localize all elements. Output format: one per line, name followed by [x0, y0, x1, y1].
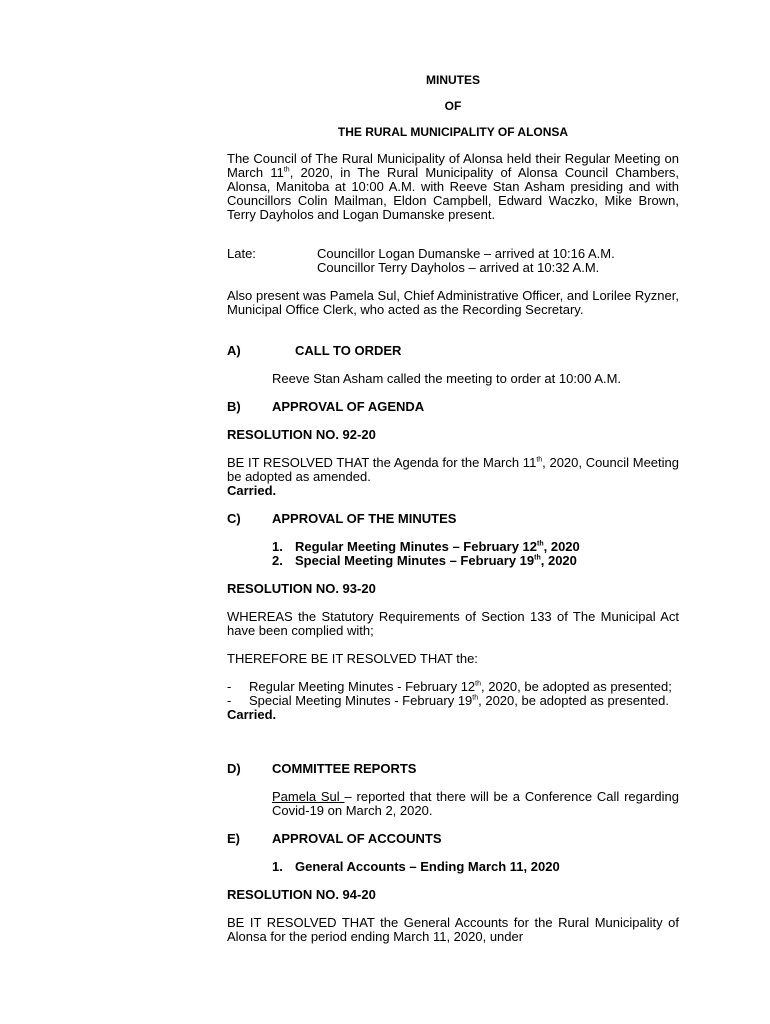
section-b-heading	[227, 400, 679, 414]
section-a-text: Reeve Stan Asham called the meeting to order at 10:00 A.M.	[272, 371, 622, 386]
section-e-heading	[227, 832, 679, 846]
carried-92-20: Carried.	[227, 483, 277, 498]
section-e-title: APPROVAL OF ACCOUNTS	[272, 831, 442, 846]
section-c-letter: C)	[227, 511, 241, 526]
res92-text-a: BE IT RESOLVED THAT the Agenda for the March 11	[227, 455, 537, 470]
res92-text-b: , 2020, Council Meeting be adopted as amended.	[227, 455, 679, 484]
committee-report-paragraph	[227, 790, 679, 818]
late-label: Late:	[227, 246, 256, 261]
section-e-letter: E)	[227, 831, 240, 846]
whereas-paragraph: WHEREAS the Statutory Requirements of Section 133 of The Municipal Act have been complied with;	[227, 609, 679, 638]
intro-text-a: The Council of The Rural Municipality of Alonsa held their Regular Meeting on March 11	[227, 151, 679, 180]
section-b-title: APPROVAL OF AGENDA	[272, 399, 425, 414]
resolution-92-20: RESOLUTION NO. 92-20	[227, 427, 376, 442]
resolution-93-20-list	[227, 680, 679, 722]
minutes-list	[227, 540, 679, 568]
section-a-heading	[227, 344, 679, 358]
carried-93-20: Carried.	[227, 707, 277, 722]
reporter-name: Pamela Sul	[272, 789, 345, 804]
late-line-2: Councillor Terry Dayholos – arrived at 10:32 A.M.	[317, 260, 600, 275]
section-a-letter: A)	[227, 343, 241, 358]
committee-report-text: – reported that there will be a Conference Call regarding Covid-19 on March 2, 2020.	[272, 789, 679, 818]
section-d-heading	[227, 762, 679, 776]
intro-paragraph	[227, 152, 679, 222]
resolution-92-20-text	[227, 456, 679, 484]
section-c-title: APPROVAL OF THE MINUTES	[272, 511, 457, 526]
section-d-title: COMMITTEE REPORTS	[272, 761, 417, 776]
also-present-paragraph: Also present was Pamela Sul, Chief Administrative Officer, and Lorilee Ryzner, Municipal Office Clerk, who acted as the Recording Secretary.	[227, 288, 679, 317]
resolution-94-20: RESOLUTION NO. 94-20	[227, 887, 376, 902]
section-d-letter: D)	[227, 761, 241, 776]
list-item: 2. Special Meeting Minutes – February 19th, 2020	[272, 553, 577, 568]
section-b-letter: B)	[227, 399, 241, 414]
res92-sup: th	[536, 456, 543, 464]
title-of: OF	[444, 99, 462, 113]
list-item: - Special Meeting Minutes - February 19th, 2020, be adopted as presented.	[227, 693, 669, 708]
accounts-list	[227, 860, 679, 874]
title-municipality: THE RURAL MUNICIPALITY OF ALONSA	[337, 125, 569, 139]
list-item: - Regular Meeting Minutes - February 12th, 2020, be adopted as presented;	[227, 679, 672, 694]
therefore-paragraph: THEREFORE BE IT RESOLVED THAT the:	[227, 651, 478, 666]
intro-sup: th	[283, 166, 290, 174]
late-block	[227, 247, 679, 275]
late-line-1: Councillor Logan Dumanske – arrived at 10:16 A.M.	[317, 246, 615, 261]
intro-text-b: , 2020, in The Rural Municipality of Alonsa Council Chambers, Alonsa, Manitoba at 10:00 A.M. with Reeve Stan Asham presiding and with Councillors Colin Mailman, Eldon Campbell, Edward Waczko, Mike Brown, Terry Dayholos and Logan Dumanske present.	[227, 165, 679, 222]
resolution-94-20-text: BE IT RESOLVED THAT the General Accounts for the Rural Municipality of Alonsa for the period ending March 11, 2020, under	[227, 915, 679, 944]
section-a-title: CALL TO ORDER	[295, 343, 402, 358]
resolution-93-20: RESOLUTION NO. 93-20	[227, 581, 376, 596]
section-c-heading	[227, 512, 679, 526]
list-item: 1. Regular Meeting Minutes – February 12th, 2020	[272, 539, 580, 554]
title-minutes: MINUTES	[426, 73, 480, 87]
list-item: 1. General Accounts – Ending March 11, 2020	[272, 859, 560, 874]
